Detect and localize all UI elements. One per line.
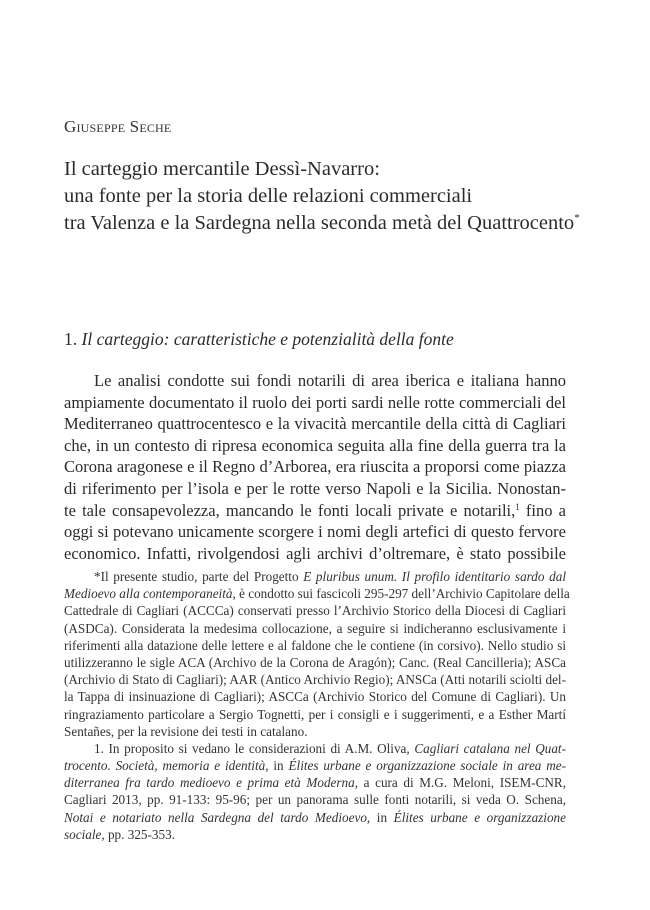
body-line: ampiamente documentato il ruolo dei porti sardi nelle rotte commerciali del (64, 392, 566, 412)
article-title (64, 156, 584, 237)
title-line-text: tra Valenza e la Sardegna nella seconda metà del Quattrocento (64, 212, 575, 234)
footnote-star-line: riferimenti alla datazione delle lettere e al faldone che le contiene (in corsivo). Nello studio si (64, 637, 566, 653)
footnote-italic: sociale (64, 826, 102, 842)
footnote-1-line (64, 809, 566, 826)
footnote-star-line: Sentañes, per la revisione dei testi in catalano. (64, 723, 308, 739)
footnote-1-line: Cagliari 2013, pp. 91-133: 95-96; per un panorama sulle fonti notarili, si veda O. Schena, (64, 792, 566, 808)
body-line: economico. Infatti, rivolgendosi agli archivi d’oltremare, è stato possibile (64, 543, 566, 563)
body-line-tail: fino a (519, 500, 566, 520)
footnote-italic: Medioevo alla contemporaneità (64, 586, 233, 602)
body-line: Corona aragonese e il Regno d’Arborea, era riuscita a proporsi come piazza (64, 457, 566, 477)
body-line: di riferimento per l’isola e per le rotte verso Napoli e la Sicilia. Nonostan- (64, 478, 566, 498)
body-line: Le analisi condotte sui fondi notarili di area iberica e italiana hanno (94, 371, 566, 390)
footnote-text: *Il presente studio, parte del Progetto (94, 569, 304, 584)
footnote-star-line: ringraziamento particolare a Sergio Tognetti, per i consigli e i suggerimenti, e a Esther Martí (64, 706, 566, 722)
title-footnote-mark[interactable]: * (574, 212, 580, 224)
body-paragraph (64, 370, 566, 564)
footnote-1-line (64, 757, 566, 774)
title-line: Il carteggio mercantile Dessì-Navarro: (64, 158, 380, 180)
footnote-star-line (64, 585, 570, 602)
footnote-text: , in (366, 809, 394, 825)
body-line-text: te tale consapevolezza, mancando le fonti locali private e notarili, (64, 500, 516, 520)
title-line (64, 210, 584, 237)
footnote-star-line: la Tappa di insinuazione di Cagliari); ASCCa (Archivio Storico del Comune di Cagliari). Un (64, 689, 566, 705)
title-line: una fonte per la storia delle relazioni commerciali (64, 185, 473, 207)
footnote-star-line: (Archivio di Stato di Cagliari); AAR (Antico Archivio Regio); ANSCa (Atti notarili sciolti del- (64, 672, 566, 688)
footnote-italic: Élites urbane e organizzazione sociale in area me- (288, 758, 566, 774)
footnote-italic: diterranea fra tardo medioevo e prima età Moderna (64, 775, 355, 791)
footnote-star-line (64, 568, 566, 585)
footnote-text: , è condotto sui fascicoli 295-297 dell’Archivio Capitolare della (232, 586, 570, 602)
footnote-text: , pp. 325-353. (101, 826, 175, 842)
author-name: Giuseppe Seche (64, 117, 172, 136)
footnote-star-line: utilizzeranno le sigle ACA (Archivo de la Corona de Aragón); Canc. (Real Cancilleria); ASCa (64, 654, 566, 670)
footnote-italic: E pluribus unum. Il profilo identitario sardo dal (303, 569, 566, 584)
body-line: che, in un contesto di ripresa economica seguita alla fine della guerra tra la (64, 435, 566, 455)
footnote-ref-1[interactable]: 1 (515, 501, 520, 512)
footnote-1-line (64, 826, 566, 843)
body-line: Mediterraneo quattrocentesco e la vivacità mercantile della città di Cagliari (64, 414, 566, 434)
footnote-star-line: Cattedrale di Cagliari (ACCCa) conservati presso l’Archivio Storico della Diocesi di Cagliari (64, 603, 566, 619)
footnote-italic: Cagliari catalana nel Quat- (414, 740, 566, 756)
footnotes (64, 568, 570, 843)
footnote-text: , in (265, 758, 289, 774)
footnote-italic: trocento. Società, memoria e identità (64, 758, 266, 774)
footnote-text: , a cura di M.G. Meloni, ISEM-CNR, (354, 775, 566, 791)
footnote-text: 1. In proposito si vedano le considerazioni di A.M. Oliva, (94, 740, 415, 756)
footnote-italic: Notai e notariato nella Sardegna del tardo Medioevo (64, 809, 367, 825)
footnote-italic: Élites urbane e organizzazione (393, 809, 566, 825)
body-line: oggi si potevano unicamente scorgere i nomi degli artefici di questo fervore (64, 522, 566, 542)
body-line (64, 500, 566, 522)
section-number: 1. (64, 329, 78, 349)
footnote-star-line: (ASDCa). Considerata la medesima collocazione, a seguire si indicheranno esclusivamente i (64, 620, 566, 636)
footnote-1-line (64, 740, 566, 757)
footnote-1-line (64, 774, 566, 791)
section-title: Il carteggio: caratteristiche e potenzialità della fonte (81, 329, 454, 349)
section-heading (64, 329, 454, 350)
